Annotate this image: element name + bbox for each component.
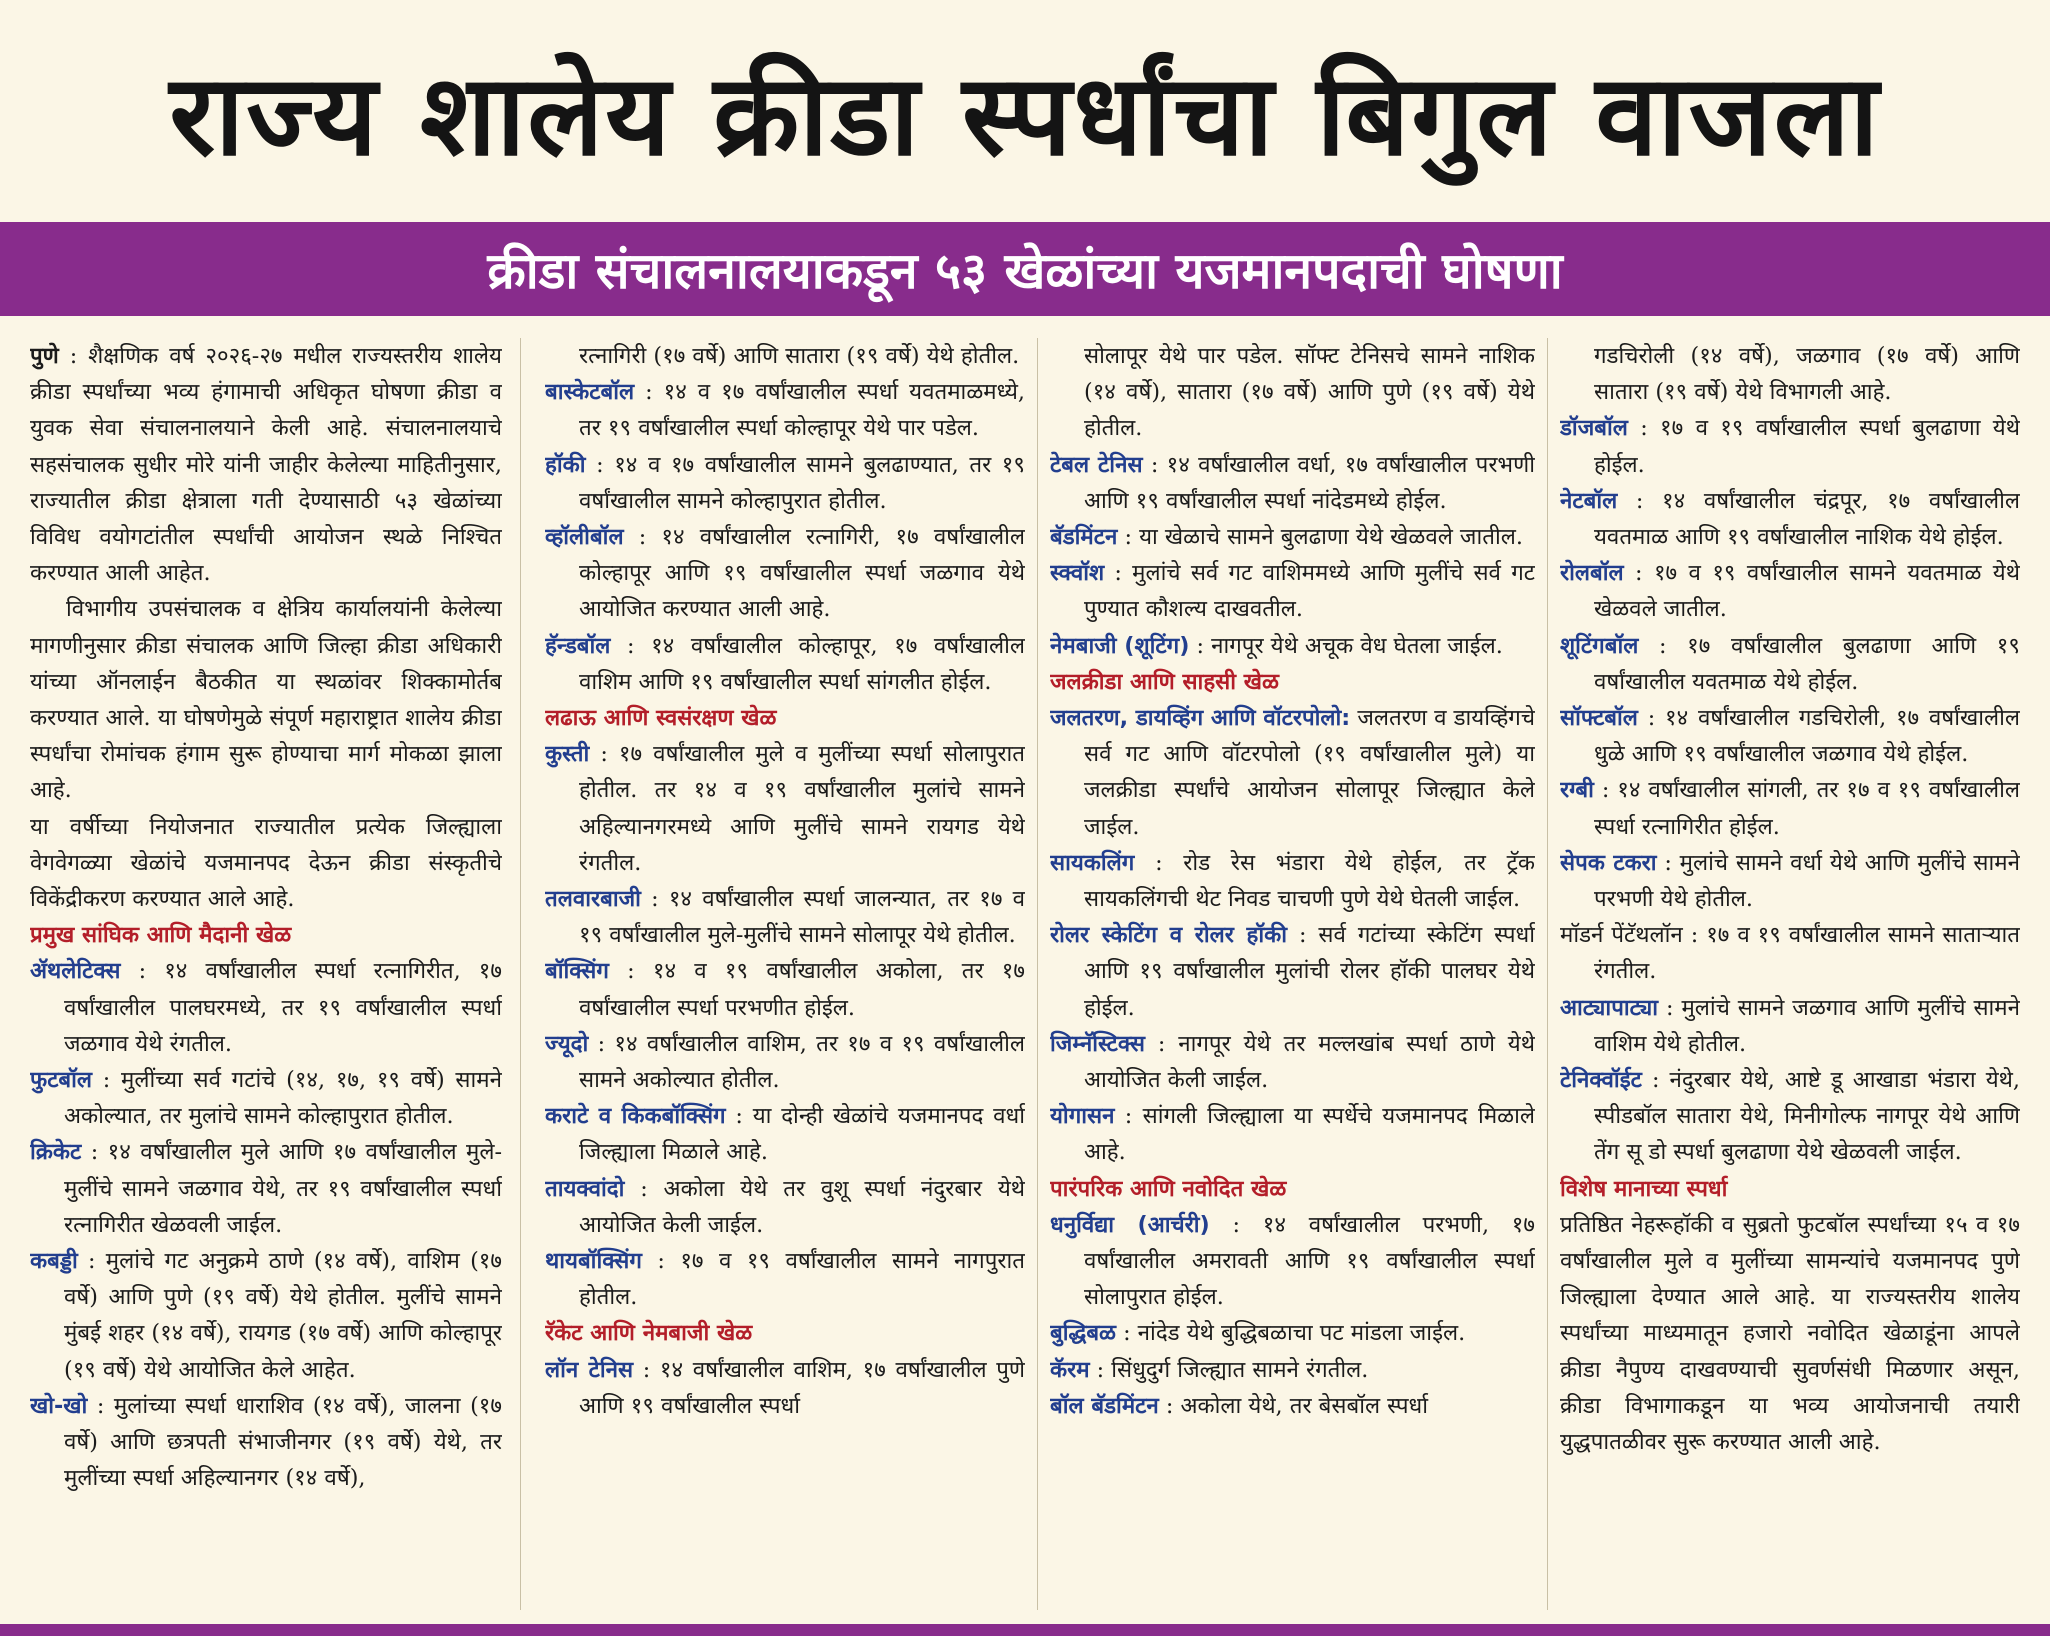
sport-entry	[30, 1243, 502, 1388]
intro-paragraph-3: या वर्षीच्या नियोजनात राज्यातील प्रत्येक जिल्ह्याला वेगवेगळ्या खेळांचे यजमानपद देऊन क्रीडा संस्कृतीचे विकेंद्रीकरण करण्यात आले आहे.	[30, 813, 502, 913]
sport-entry	[1560, 990, 2020, 1062]
sport-entry	[545, 374, 1025, 446]
sport-details: : १४ वर्षांखालील गडचिरोली, १७ वर्षांखालील धुळे आणि १९ वर्षांखालील जळगाव येथे होईल.	[1594, 705, 2020, 768]
sport-name: बुद्धिबळ	[1050, 1320, 1116, 1347]
sport-details: : अकोला येथे तर वुशू स्पर्धा नंदुरबार येथे आयोजित केली जाईल.	[579, 1175, 1025, 1238]
sport-entry	[1560, 700, 2020, 772]
sport-entry	[545, 1098, 1025, 1170]
column-2	[545, 338, 1025, 1610]
sport-name: मॉडर्न पेंटॅथलॉन	[1560, 922, 1683, 949]
column-3	[1050, 338, 1535, 1610]
sport-details: : १७ वर्षांखालील मुले व मुलींच्या स्पर्धा सोलापुरात होतील. तर १४ व १९ वर्षांखालील मुलांचे सामने अहिल्यानगरमध्ये आणि मुलींचे सामने रायगड येथे रंगतील.	[579, 741, 1025, 876]
sport-list	[30, 953, 502, 1496]
sport-details: : १४ वर्षांखालील मुले आणि १७ वर्षांखालील मुले-मुलींचे सामने जळगाव येथे, तर १९ वर्षांखालील स्पर्धा रत्नागिरीत खेळवली जाईल.	[64, 1139, 502, 1238]
sport-name: जलतरण, डायव्हिंग आणि वॉटरपोलो:	[1050, 705, 1351, 732]
sport-details: : अकोला येथे, तर बेसबॉल स्पर्धा	[1158, 1392, 1428, 1419]
sport-name: धनुर्विद्या (आर्चरी)	[1050, 1211, 1210, 1238]
sport-entry	[1050, 845, 1535, 917]
dateline: पुणे	[30, 343, 59, 369]
sport-name: फुटबॉल	[30, 1067, 93, 1094]
sport-name: रोलबॉल	[1560, 560, 1624, 587]
sport-entry	[1560, 1062, 2020, 1171]
sport-entry	[1050, 1352, 1535, 1388]
intro-paragraph-2: विभागीय उपसंचालक व क्षेत्रिय कार्यालयांनी केलेल्या मागणीनुसार क्रीडा संचालक आणि जिल्हा क्रीडा अधिकारी यांच्या ऑनलाईन बैठकीत या स्थळांवर शिक्कामोर्तब करण्यात आले. या घोषणेमुळे संपूर्ण महाराष्ट्रात शालेय क्रीडा स्पर्धांचा रोमांचक हंगाम सुरू होण्याचा मार्ग मोकळा झाला आहे.	[30, 596, 502, 804]
sport-details: : रोड रेस भंडारा येथे होईल, तर ट्रॅक सायकलिंगची थेट निवड चाचणी पुणे येथे घेतली जाईल.	[1084, 849, 1535, 913]
sport-name: सायकलिंग	[1050, 849, 1135, 876]
sport-name: कराटे व किकबॉक्सिंग	[545, 1103, 726, 1130]
section-heading: विशेष मानाच्या स्पर्धा	[1560, 1175, 1728, 1202]
sport-name: तलवारबाजी	[545, 886, 641, 913]
sport-name: आट्यापाट्या	[1560, 994, 1659, 1021]
sport-details: : नंदुरबार येथे, आष्टे डू आखाडा भंडारा येथे, स्पीडबॉल सातारा येथे, मिनीगोल्फ नागपूर येथे आणि तेंग सू डो स्पर्धा बुलढाणा येथे खेळवली जाईल.	[1594, 1067, 2020, 1166]
sport-details: : १७ व १९ वर्षांखालील सामने यवतमाळ येथे खेळवले जातील.	[1594, 560, 2020, 623]
continued-text: गडचिरोली (१४ वर्षे), जळगाव (१७ वर्षे) आणि सातारा (१९ वर्षे) येथे विभागली आहे.	[1594, 343, 2020, 406]
sport-name: रोलर स्केटिंग व रोलर हॉकी	[1050, 922, 1288, 949]
sport-name: बास्केटबॉल	[545, 379, 635, 406]
continued-text: सोलापूर येथे पार पडेल. सॉफ्ट टेनिसचे सामने नाशिक (१४ वर्षे), सातारा (१७ वर्षे) आणि पुणे (१९ वर्षे) येथे होतील.	[1084, 343, 1535, 442]
sport-name: शूटिंगबॉल	[1560, 632, 1639, 659]
sport-details: : १४ वर्षांखालील चंद्रपूर, १७ वर्षांखालील यवतमाळ आणि १९ वर्षांखालील नाशिक येथे होईल.	[1594, 487, 2020, 551]
sport-entry	[545, 736, 1025, 881]
sport-details: : १४ व १९ वर्षांखालील अकोला, तर १७ वर्षांखालील स्पर्धा परभणीत होईल.	[579, 958, 1025, 1021]
sport-entry	[1050, 700, 1535, 845]
sport-entry	[1050, 1315, 1535, 1351]
closing-paragraph: प्रतिष्ठित नेहरूहॉकी व सुब्रतो फुटबॉल स्पर्धांच्या १५ व १७ वर्षांखालील मुले व मुलींच्या सामन्यांचे यजमानपद पुणे जिल्ह्याला देण्यात आले आहे. या राज्यस्तरीय शालेय स्पर्धांच्या माध्यमातून हजारो नवोदित खेळाडूंना आपले क्रीडा नैपुण्य दाखवण्याची सुवर्णसंधी मिळणार असून, क्रीडा विभागाकडून या भव्य आयोजनाची तयारी युद्धपातळीवर सुरू करण्यात आली आहे.	[1560, 1211, 2020, 1456]
sport-list	[545, 736, 1025, 1315]
sport-name: व्हॉलीबॉल	[545, 524, 624, 551]
sport-entry	[545, 1171, 1025, 1243]
sport-name: क्रिकेट	[30, 1139, 82, 1166]
sport-name: सेपक टकरा	[1560, 849, 1657, 876]
sport-entry	[1050, 555, 1535, 627]
sport-name: हॉकी	[545, 451, 586, 478]
sport-list	[545, 374, 1025, 700]
sport-name: हॅन्डबॉल	[545, 632, 611, 659]
sport-details: : सिंधुदुर्ग जिल्ह्यात सामने रंगतील.	[1089, 1356, 1369, 1383]
sport-entry	[1050, 1098, 1535, 1170]
sport-entry	[545, 881, 1025, 953]
sport-entry	[545, 1243, 1025, 1315]
sport-entry	[545, 1026, 1025, 1098]
sport-details: : सांगली जिल्ह्याला या स्पर्धेचे यजमानपद मिळाले आहे.	[1084, 1103, 1535, 1166]
sport-details: : १४ वर्षांखालील कोल्हापूर, १७ वर्षांखालील वाशिम आणि १९ वर्षांखालील स्पर्धा सांगलीत होईल.	[579, 632, 1025, 695]
sport-entry	[1560, 772, 2020, 844]
sport-name: टेनिक्वॉईट	[1560, 1067, 1642, 1094]
sport-entry	[1050, 519, 1535, 555]
sport-details: : १४ वर्षांखालील रत्नागिरी, १७ वर्षांखालील कोल्हापूर आणि १९ वर्षांखालील स्पर्धा जळगाव येथे आयोजित करण्यात आली आहे.	[579, 524, 1025, 623]
column-1	[30, 338, 502, 1610]
sport-name: कॅरम	[1050, 1356, 1090, 1383]
sport-details: : मुलांचे सामने वर्धा येथे आणि मुलींचे सामने परभणी येथे होतील.	[1594, 849, 2020, 913]
sport-list	[545, 1352, 1025, 1424]
sport-entry	[30, 1062, 502, 1134]
sport-details: : १४ वर्षांखालील स्पर्धा रत्नागिरीत, १७ वर्षांखालील पालघरमध्ये, तर १९ वर्षांखालील स्पर्धा जळगाव येथे रंगतील.	[64, 958, 502, 1057]
sport-details: : १४ वर्षांखालील वाशिम, तर १७ व १९ वर्षांखालील सामने अकोल्यात होतील.	[579, 1030, 1025, 1094]
sport-entry	[545, 447, 1025, 519]
sport-details: : १७ वर्षांखालील बुलढाणा आणि १९ वर्षांखालील यवतमाळ येथे होईल.	[1594, 632, 2020, 695]
sport-name: नेमबाजी (शूटिंग)	[1050, 632, 1190, 659]
sport-entry	[545, 1352, 1025, 1424]
sport-name: डॉजबॉल	[1560, 415, 1628, 442]
article-body	[30, 338, 2020, 1610]
sport-name: स्क्वॉश	[1050, 560, 1105, 587]
sport-name: टेबल टेनिस	[1050, 451, 1143, 478]
sport-entry	[1560, 845, 2020, 917]
sport-name: कुस्ती	[545, 741, 590, 768]
sport-details: : मुलांच्या स्पर्धा धाराशिव (१४ वर्षे), जालना (१७ वर्षे) आणि छत्रपती संभाजीनगर (१९ वर्षे) येथे, तर मुलींच्या स्पर्धा अहिल्यानगर (१४ वर्षे),	[64, 1392, 502, 1492]
sport-list	[1560, 410, 2020, 1170]
sport-details: : नागपूर येथे तर मल्लखांब स्पर्धा ठाणे येथे आयोजित केली जाईल.	[1084, 1030, 1535, 1094]
intro-paragraph-1: पुणे : शैक्षणिक वर्ष २०२६-२७ मधील राज्यस्तरीय शालेय क्रीडा स्पर्धांच्या भव्य हंगामाची अधिकृत घोषणा क्रीडा व युवक सेवा संचालनालयाने केली आहे. संचालनालयाचे सहसंचालक सुधीर मोरे यांनी जाहीर केलेल्या माहितीनुसार, राज्यातील क्रीडा क्षेत्राला गती देण्यासाठी ५३ खेळांच्या विविध वयोगटांतील स्पर्धांची आयोजन स्थळे निश्चित करण्यात आली आहेत.	[30, 343, 502, 587]
section-heading: जलक्रीडा आणि साहसी खेळ	[1050, 668, 1279, 695]
sport-entry	[1050, 628, 1535, 664]
sport-details: : १७ व १९ वर्षांखालील स्पर्धा बुलढाणा येथे होईल.	[1594, 415, 2020, 478]
sport-details: : १४ वर्षांखालील सांगली, तर १७ व १९ वर्षांखालील स्पर्धा रत्नागिरीत होईल.	[1593, 777, 2020, 840]
sport-list	[1050, 447, 1535, 664]
sport-details: जलतरण व डायव्हिंगचे सर्व गट आणि वॉटरपोलो (१९ वर्षांखालील मुले) या जलक्रीडा स्पर्धांचे आयोजन सोलापूर जिल्ह्यात केले जाईल.	[1084, 705, 1535, 840]
subheadline-banner	[0, 222, 2050, 316]
section-heading: पारंपरिक आणि नवोदित खेळ	[1050, 1175, 1287, 1202]
sport-name: बॉल बॅडमिंटन	[1050, 1392, 1159, 1419]
sport-details: : १४ वर्षांखालील वाशिम, १७ वर्षांखालील पुणे आणि १९ वर्षांखालील स्पर्धा	[579, 1356, 1025, 1419]
sport-name: सॉफ्टबॉल	[1560, 705, 1638, 732]
sport-name: बॅडमिंटन	[1050, 524, 1118, 551]
section-heading: प्रमुख सांघिक आणि मैदानी खेळ	[30, 922, 292, 949]
sport-entry	[545, 519, 1025, 628]
sport-details: : १७ व १९ वर्षांखालील सामने नागपुरात होतील.	[579, 1248, 1025, 1311]
sport-name: रग्बी	[1560, 777, 1594, 804]
sport-details: : १४ व १७ वर्षांखालील स्पर्धा यवतमाळमध्ये, तर १९ वर्षांखालील स्पर्धा कोल्हापूर येथे पार पडेल.	[579, 379, 1025, 442]
continued-text: रत्नागिरी (१७ वर्षे) आणि सातारा (१९ वर्षे) येथे होतील.	[579, 343, 1020, 369]
subheadline: क्रीडा संचालनालयाकडून ५३ खेळांच्या यजमानपदाची घोषणा	[487, 242, 1563, 300]
sport-details: : १४ व १७ वर्षांखालील सामने बुलढाण्यात, तर १९ वर्षांखालील सामने कोल्हापुरात होतील.	[579, 451, 1025, 514]
sport-details: : मुलांचे सर्व गट वाशिममध्ये आणि मुलींचे सर्व गट पुण्यात कौशल्य दाखवतील.	[1084, 560, 1535, 623]
sport-entry	[1050, 1026, 1535, 1098]
sport-entry	[1050, 917, 1535, 1026]
sport-entry	[545, 953, 1025, 1025]
sport-name: ज्यूदो	[545, 1030, 589, 1057]
footer-bar	[0, 1624, 2050, 1636]
sport-list	[1050, 1207, 1535, 1424]
sport-details: : नागपूर येथे अचूक वेध घेतला जाईल.	[1189, 632, 1503, 659]
headline: राज्य शालेय क्रीडा स्पर्धांचा बिगुल वाजला	[169, 50, 1881, 181]
sport-name: तायक्वांदो	[545, 1175, 625, 1202]
sport-entry	[1560, 555, 2020, 627]
sport-entry	[1050, 447, 1535, 519]
sport-entry	[30, 953, 502, 1062]
sport-name: नेटबॉल	[1560, 487, 1618, 514]
sport-entry	[1560, 483, 2020, 555]
sport-details: : १७ व १९ वर्षांखालील सामने साताऱ्यात रंगतील.	[1594, 922, 2020, 985]
sport-name: ॲथलेटिक्स	[30, 958, 121, 985]
sport-entry	[30, 1134, 502, 1243]
sport-details: : १४ वर्षांखालील वर्धा, १७ वर्षांखालील परभणी आणि १९ वर्षांखालील स्पर्धा नांदेडमध्ये होईल.	[1084, 451, 1535, 514]
column-4	[1560, 338, 2020, 1610]
sport-entry	[1560, 410, 2020, 482]
sport-name: जिम्नॅस्टिक्स	[1050, 1030, 1145, 1057]
sport-name: लॉन टेनिस	[545, 1356, 634, 1383]
sport-details: : मुलांचे सामने जळगाव आणि मुलींचे सामने वाशिम येथे होतील.	[1594, 994, 2020, 1057]
sport-name: योगासन	[1050, 1103, 1115, 1130]
sport-name: खो-खो	[30, 1392, 88, 1419]
sport-details: : या खेळाचे सामने बुलढाणा येथे खेळवले जातील.	[1117, 524, 1523, 551]
sport-list	[1050, 700, 1535, 1171]
sport-entry	[545, 628, 1025, 700]
sport-name: कबड्डी	[30, 1248, 78, 1275]
sport-details: : १४ वर्षांखालील परभणी, १७ वर्षांखालील अमरावती आणि १९ वर्षांखालील स्पर्धा सोलापुरात होईल.	[1084, 1211, 1535, 1311]
sport-entry	[1050, 1207, 1535, 1316]
sport-name: बॉक्सिंग	[545, 958, 609, 985]
sport-entry	[1050, 1388, 1535, 1424]
sport-details: : सर्व गटांच्या स्केटिंग स्पर्धा आणि १९ वर्षांखालील मुलांची रोलर हॉकी पालघर येथे होईल.	[1084, 922, 1535, 1021]
section-heading: लढाऊ आणि स्वसंरक्षण खेळ	[545, 705, 777, 732]
sport-details: : मुलींच्या सर्व गटांचे (१४, १७, १९ वर्षे) सामने अकोल्यात, तर मुलांचे सामने कोल्हापुरात होतील.	[64, 1067, 502, 1130]
sport-details: : नांदेड येथे बुद्धिबळाचा पट मांडला जाईल.	[1116, 1320, 1466, 1347]
sport-entry	[1560, 917, 2020, 989]
sport-details: : मुलांचे गट अनुक्रमे ठाणे (१४ वर्षे), वाशिम (१७ वर्षे) आणि पुणे (१९ वर्षे) येथे होतील. मुलींचे सामने मुंबई शहर (१४ वर्षे), रायगड (१७ वर्षे) आणि कोल्हापूर (१९ वर्षे) येथे आयोजित केले आहेत.	[64, 1248, 502, 1383]
sport-name: थायबॉक्सिंग	[545, 1248, 642, 1275]
sport-entry	[30, 1388, 502, 1497]
sport-entry	[1560, 628, 2020, 700]
sport-details: : १४ वर्षांखालील स्पर्धा जालन्यात, तर १७ व १९ वर्षांखालील मुले-मुलींचे सामने सोलापूर येथे होतील.	[579, 886, 1025, 949]
section-heading: रॅकेट आणि नेमबाजी खेळ	[545, 1320, 753, 1347]
sport-details: : या दोन्ही खेळांचे यजमानपद वर्धा जिल्ह्याला मिळाले आहे.	[579, 1103, 1025, 1166]
